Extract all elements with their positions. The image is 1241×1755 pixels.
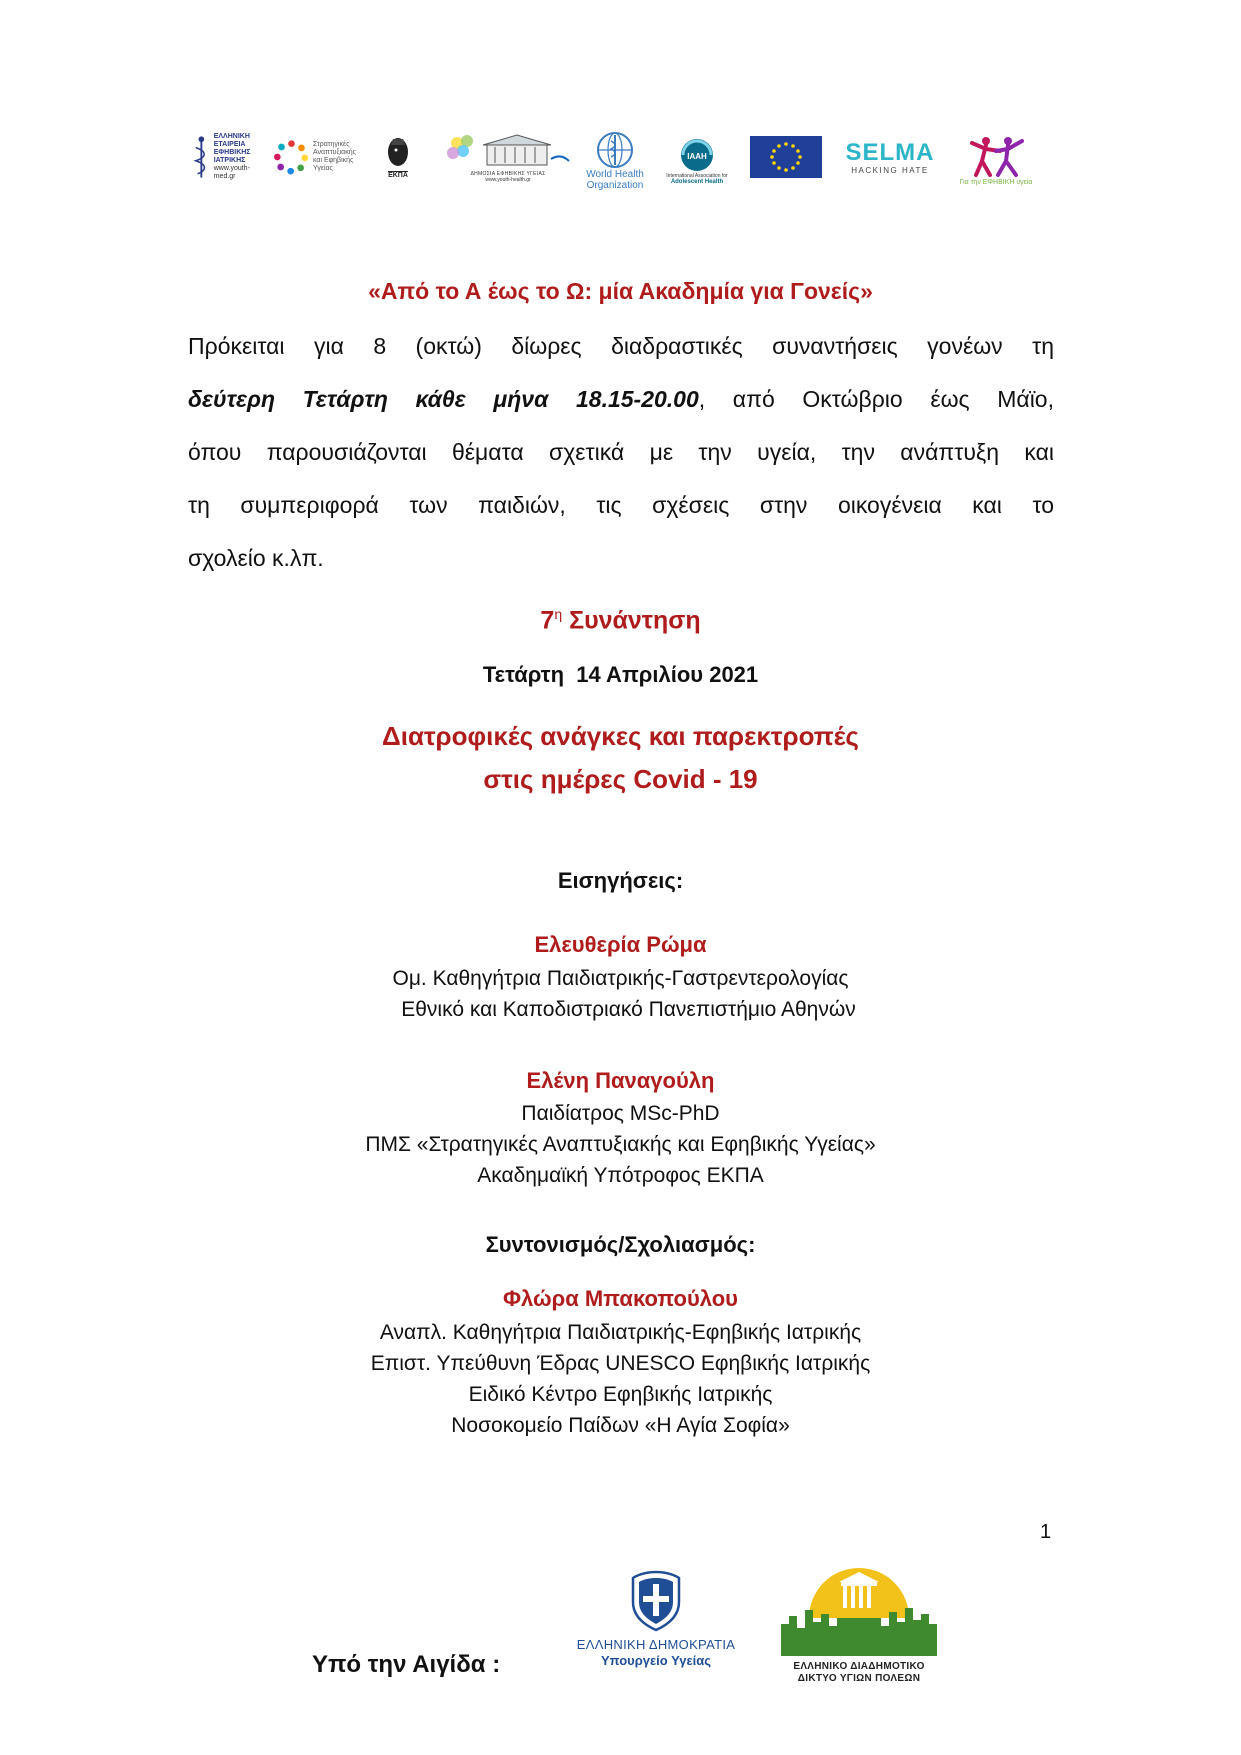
eu-flag-logo xyxy=(750,136,822,178)
page-number: 1 xyxy=(1040,1521,1052,1543)
speaker2-title: Παιδίατρος MSc-PhD xyxy=(521,1102,720,1125)
hellenic-society-logo xyxy=(192,128,268,186)
hellenic-society-line1: ΕΛΛΗΝΙΚΗ xyxy=(213,133,250,140)
greek-coat-of-arms-icon xyxy=(627,1568,685,1632)
who-line1: World Health xyxy=(586,169,644,180)
svg-text:IAAH: IAAH xyxy=(687,151,707,161)
eu-flag-icon xyxy=(750,136,822,178)
speaker1-title: Ομ. Καθηγήτρια Παιδιατρικής-Γαστρεντερολογίας xyxy=(392,967,849,990)
caduceus-icon xyxy=(192,133,211,181)
academy-title: «Από το Α έως το Ω: μία Ακαδημία για Γονείς» xyxy=(368,278,873,304)
healthy-cities-line2: ΔΙΚΤΥΟ ΥΓΙΩΝ ΠΟΛΕΩΝ xyxy=(797,1673,921,1684)
adolescent-wellbeing-label: Για την ΕΦΗΒΙΚΗ υγεία xyxy=(959,178,1033,186)
meeting-schedule: δεύτερη Τετάρτη κάθε μήνα 18.15-20.00 xyxy=(188,386,699,412)
intro-line-1: Πρόκειται για 8 (οκτώ) δίωρες διαδραστικές συναντήσεις γονέων τη xyxy=(188,333,1054,359)
auspices-label: Υπό την Αιγίδα : xyxy=(312,1651,501,1678)
healthy-cities-logo xyxy=(778,1562,940,1685)
intro-line-2 xyxy=(188,373,1054,426)
iaah-line1: International Association for xyxy=(666,172,728,179)
selma-title: SELMA xyxy=(845,138,935,166)
ekpa-logo xyxy=(380,128,416,186)
hellenic-society-line3: ΕΦΗΒΙΚΗΣ xyxy=(213,149,251,156)
building-flower-icon xyxy=(443,131,573,171)
meeting-topic-line2: στις ημέρες Covid - 19 xyxy=(483,764,758,794)
presentations-heading: Εισηγήσεις: xyxy=(557,868,684,893)
hellenic-society-line4: ΙΑΤΡΙΚΗΣ xyxy=(213,157,246,164)
speaker1-affiliation: Εθνικό και Καποδιστριακό Πανεπιστήμιο Αθηνών xyxy=(401,998,856,1021)
adolescent-health-unit-url: www.youth-health.gr xyxy=(485,177,531,183)
adolescent-wellbeing-logo xyxy=(944,130,1048,190)
intro-line-3: όπου παρουσιάζονται θέματα σχετικά με την υγεία, την ανάπτυξη και xyxy=(188,439,1054,465)
meeting-date: Τετάρτη 14 Απριλίου 2021 xyxy=(482,662,759,687)
speaker2-name: Ελένη Παναγούλη xyxy=(526,1068,715,1093)
iaah-emblem-icon xyxy=(679,137,715,173)
adolescent-health-unit-logo xyxy=(440,124,576,190)
strategic-health-line3: και Εφηβικής xyxy=(312,157,354,164)
people-circle-icon xyxy=(274,136,309,178)
strategic-health-line4: Υγείας xyxy=(312,165,333,172)
meeting-number-superscript: η xyxy=(554,606,563,622)
who-emblem-icon xyxy=(596,131,634,169)
speaker2-position: Ακαδημαϊκή Υπότροφος ΕΚΠΑ xyxy=(477,1164,764,1187)
selma-logo xyxy=(846,134,934,180)
ministry-logo xyxy=(566,1568,746,1669)
strategic-health-line1: Στρατηγικές xyxy=(312,141,350,148)
coordinator-center: Ειδικό Κέντρο Εφηβικής Ιατρικής xyxy=(468,1383,773,1406)
meeting-topic-line1: Διατροφικές ανάγκες και παρεκτροπές xyxy=(382,721,859,751)
jumping-people-icon xyxy=(966,135,1026,179)
coordination-heading: Συντονισμός/Σχολιασμός: xyxy=(485,1232,756,1257)
speaker1-name: Ελευθερία Ρώμα xyxy=(534,932,707,957)
ministry-line2: Υπουργείο Υγείας xyxy=(600,1653,712,1668)
intro-paragraph xyxy=(188,320,1054,585)
meeting-label: Συνάντηση xyxy=(569,606,701,635)
meeting-period: , από Οκτώβριο έως Μάϊο, xyxy=(698,386,1054,412)
speaker2-program: ΠΜΣ «Στρατηγικές Αναπτυξιακής και Εφηβικής Υγείας» xyxy=(365,1133,876,1156)
ekpa-label: ΕΚΠΑ xyxy=(388,172,408,179)
coordinator-title: Αναπλ. Καθηγήτρια Παιδιατρικής-Εφηβικής Ιατρικής xyxy=(379,1321,862,1344)
iaah-logo xyxy=(664,130,730,192)
coordinator-hospital: Νοσοκομείο Παίδων «Η Αγία Σοφία» xyxy=(451,1414,790,1437)
hellenic-society-url: www.youth-med.gr xyxy=(213,165,250,180)
healthy-cities-emblem-icon xyxy=(779,1562,939,1656)
coordinator-name: Φλώρα Μπακοπούλου xyxy=(503,1286,738,1311)
who-line2: Organization xyxy=(586,180,644,191)
meeting-number xyxy=(0,598,1241,636)
healthy-cities-line1: ΕΛΛΗΝΙΚΟ ΔΙΑΔΗΜΟΤΙΚΟ xyxy=(793,1661,925,1672)
coordinator-unesco: Επιστ. Υπεύθυνη Έδρας UNESCO Εφηβικής Ιατρικής xyxy=(370,1352,871,1375)
strategic-health-logo xyxy=(274,132,356,182)
iaah-line2: Adolescent Health xyxy=(670,178,724,185)
hellenic-society-line2: ΕΤΑΙΡΕΙΑ xyxy=(213,141,246,148)
adolescent-health-unit-name: ΔΗΜΟΣΙΑ ΕΦΗΒΙΚΗΣ ΥΓΕΙΑΣ xyxy=(470,171,546,177)
strategic-health-line2: Αναπτυξιακής xyxy=(312,149,356,156)
intro-line-4: τη συμπεριφορά των παιδιών, τις σχέσεις στην οικογένεια και το xyxy=(188,492,1054,518)
athena-head-icon xyxy=(385,135,411,169)
intro-line-5: σχολείο κ.λπ. xyxy=(188,545,324,571)
meeting-number-digit: 7 xyxy=(540,606,555,635)
ministry-line1: ΕΛΛΗΝΙΚΗ ΔΗΜΟΚΡΑΤΙΑ xyxy=(576,1637,736,1652)
who-logo xyxy=(582,128,648,194)
selma-subtitle: HACKING HATE xyxy=(851,165,929,175)
